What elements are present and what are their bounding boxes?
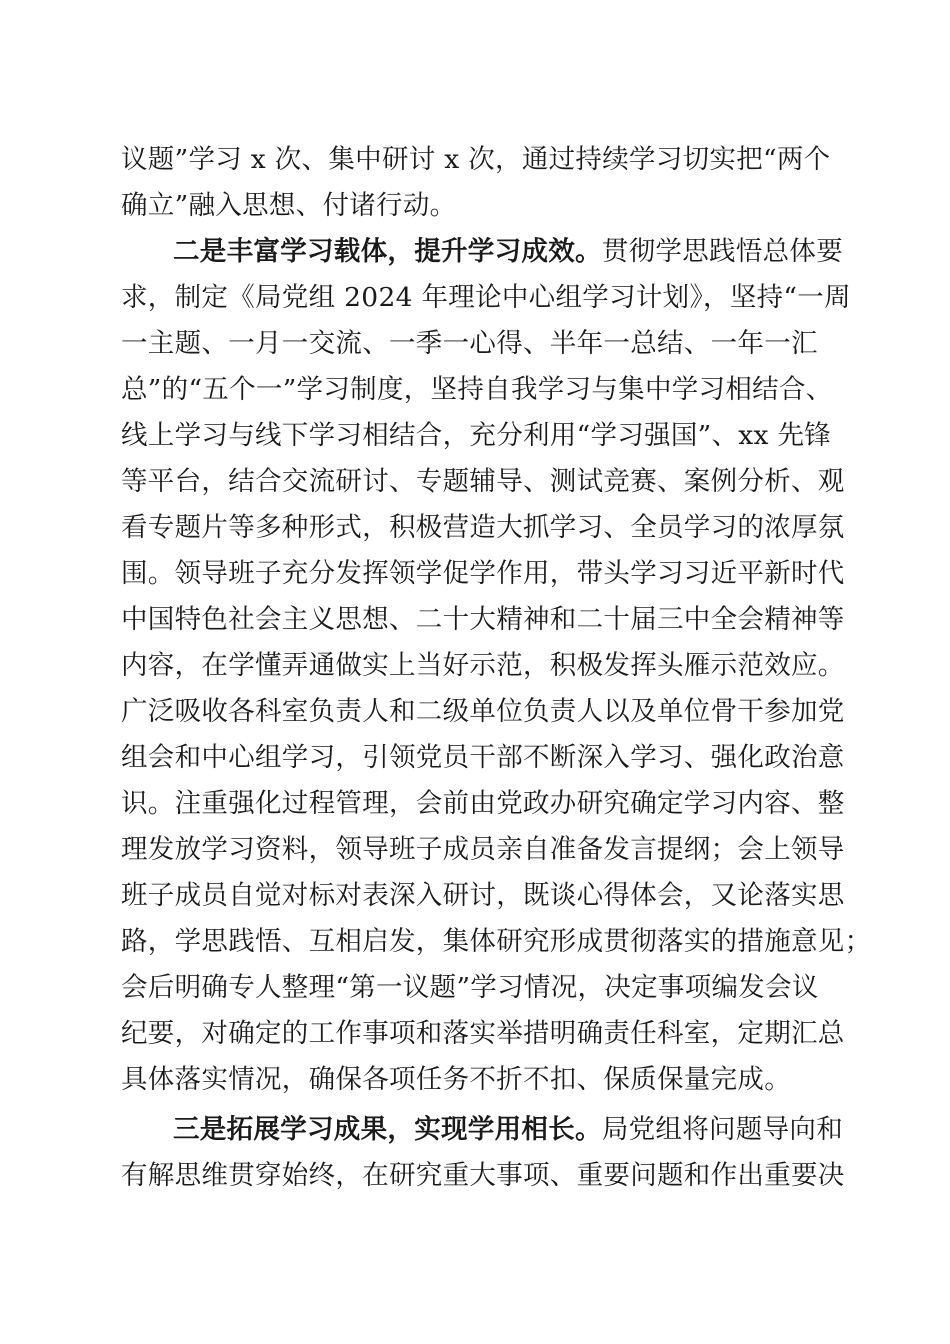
text-line: 确立”融入思想、付诸行动。 (121, 190, 457, 221)
text-line: 理发放学习资料，领导班子成员亲自准备发言提纲；会上领导 (121, 834, 845, 865)
text-line: 班子成员自觉对标对表深入研讨，既谈心得体会，又论落实思 (121, 880, 845, 911)
text-line: 等平台，结合交流研讨、专题辅导、测试竞赛、案例分析、观 (121, 466, 845, 497)
text-line: 纪要，对确定的工作事项和落实举措明确责任科室，定期汇总 (121, 1018, 845, 1049)
paragraph-text: 贯彻学思践悟总体要 (601, 236, 844, 267)
paragraph-text: 局党组将问题导向和 (601, 1114, 844, 1145)
text-line: 广泛吸收各科室负责人和二级单位负责人以及单位骨干参加党 (121, 696, 845, 727)
text-line: 中国特色社会主义思想、二十大精神和二十届三中全会精神等 (121, 604, 845, 635)
paragraph-start-line (173, 1110, 893, 1150)
text-line: 具体落实情况，确保各项任务不折不扣、保质保量完成。 (121, 1064, 791, 1095)
text-line: 总”的“五个一”学习制度，坚持自我学习与集中学习相结合、 (121, 374, 833, 405)
paragraph-heading: 二是丰富学习载体，提升学习成效。 (173, 236, 602, 267)
text-line: 一主题、一月一交流、一季一心得、半年一总结、一年一汇 (121, 328, 818, 359)
text-line: 组会和中心组学习，引领党员干部不断深入学习、强化政治意 (121, 742, 845, 773)
paragraph-start-line (173, 232, 893, 272)
text-line: 内容，在学懂弄通做实上当好示范，积极发挥头雁示范效应。 (121, 650, 845, 681)
text-line: 有解思维贯穿始终，在研究重大事项、重要问题和作出重要决 (121, 1160, 845, 1191)
text-line: 看专题片等多种形式，积极营造大抓学习、全员学习的浓厚氛 (121, 512, 845, 543)
text-line: 会后明确专人整理“第一议题”学习情况，决定事项编发会议 (121, 972, 819, 1003)
text-line: 议题”学习 x 次、集中研讨 x 次，通过持续学习切实把“两个 (121, 144, 831, 175)
text-line: 路，学思践悟、互相启发，集体研究形成贯彻落实的措施意见； (121, 926, 872, 957)
text-line: 围。领导班子充分发挥领学促学作用，带头学习习近平新时代 (121, 558, 845, 589)
text-line: 识。注重强化过程管理，会前由党政办研究确定学习内容、整 (121, 788, 845, 819)
paragraph-heading: 三是拓展学习成果，实现学用相长。 (173, 1114, 602, 1145)
text-line: 求，制定《局党组 2024 年理论中心组学习计划》，坚持“一周 (121, 282, 851, 313)
text-line: 线上学习与线下学习相结合，充分利用“学习强国”、xx 先锋 (121, 420, 832, 451)
